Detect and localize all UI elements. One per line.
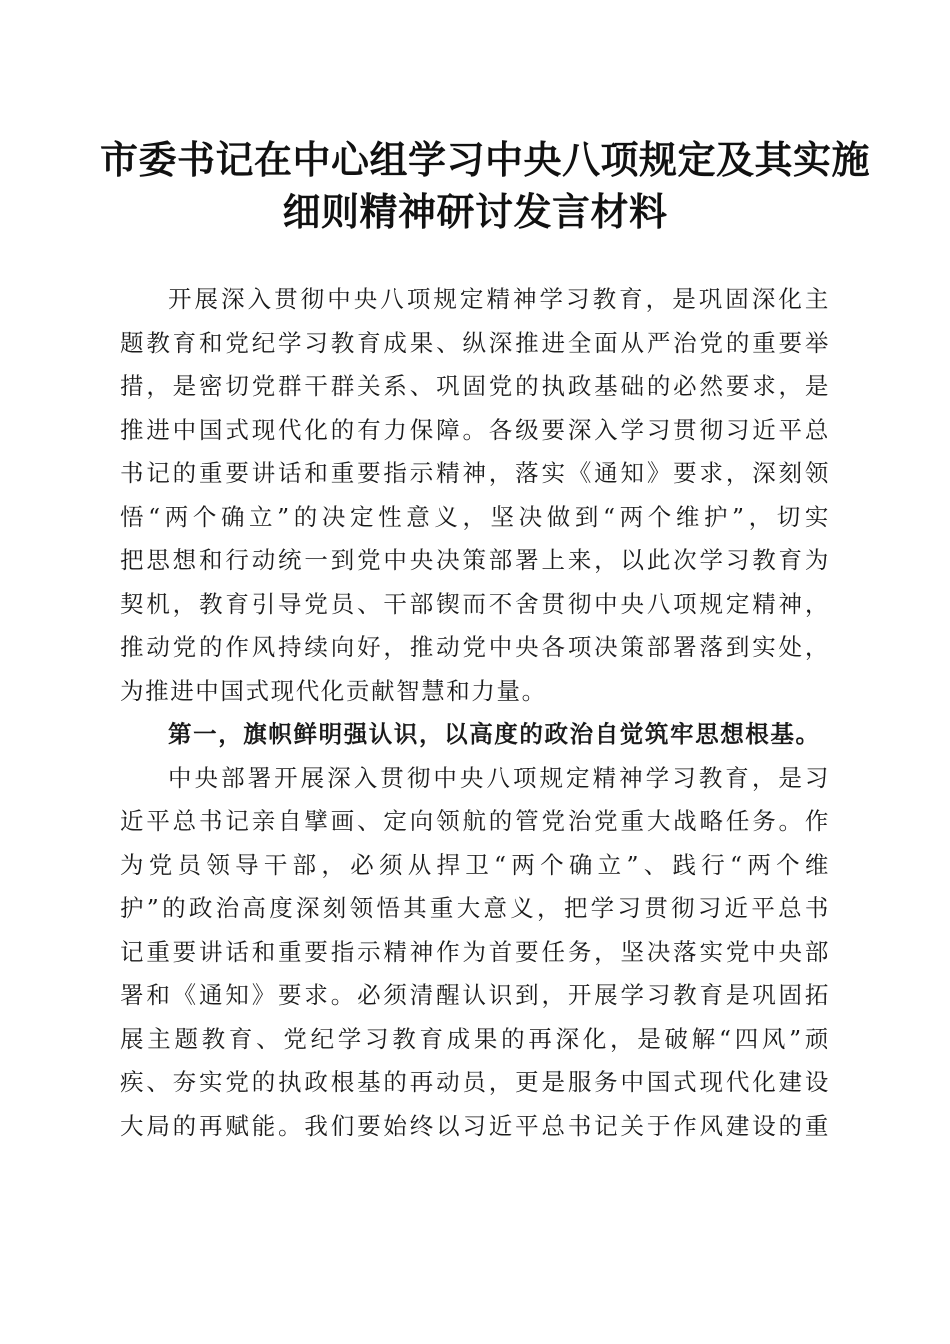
- document-body: [120, 278, 830, 1148]
- body-text-line: 疾、夯实党的执政根基的再动员，更是服务中国式现代化建设: [120, 1068, 830, 1096]
- body-text-line: 题教育和党纪学习教育成果、纵深推进全面从严治党的重要举: [120, 328, 830, 357]
- title-line-2: 细则精神研讨发言材料: [282, 189, 668, 234]
- body-text-line: 书记的重要讲话和重要指示精神，落实《通知》要求，深刻领: [120, 459, 830, 487]
- title-line-1: 市委书记在中心组学习中央八项规定及其实施: [100, 137, 871, 182]
- body-text-line: 展主题教育、党纪学习教育成果的再深化，是破解“四风”顽: [120, 1024, 830, 1053]
- body-text-line: 契机，教育引导党员、干部锲而不舍贯彻中央八项规定精神，: [120, 589, 830, 618]
- body-text-line: 署和《通知》要求。必须清醒认识到，开展学习教育是巩固拓: [120, 981, 830, 1009]
- body-text-line: 推动党的作风持续向好，推动党中央各项决策部署落到实处，: [120, 633, 830, 661]
- body-text-line: 把思想和行动统一到党中央决策部署上来，以此次学习教育为: [120, 546, 830, 574]
- section-heading-line: 第一，旗帜鲜明强认识，以高度的政治自觉筑牢思想根基。: [168, 720, 821, 748]
- body-text-line: 大局的再赋能。我们要始终以习近平总书记关于作风建设的重: [120, 1111, 830, 1140]
- document-title: [100, 134, 871, 238]
- body-text-line: 为推进中国式现代化贡献智慧和力量。: [120, 676, 547, 705]
- body-text-line: 近平总书记亲自擘画、定向领航的管党治党重大战略任务。作: [120, 807, 830, 835]
- body-text-line: 措，是密切党群干群关系、巩固党的执政基础的必然要求，是: [120, 372, 830, 400]
- body-text-line: 悟“两个确立”的决定性意义，坚决做到“两个维护”，切实: [120, 502, 830, 531]
- body-text-line: 推进中国式现代化的有力保障。各级要深入学习贯彻习近平总: [120, 415, 830, 444]
- body-text-line: 开展深入贯彻中央八项规定精神学习教育，是巩固深化主: [168, 285, 830, 313]
- body-text-line: 中央部署开展深入贯彻中央八项规定精神学习教育，是习: [168, 763, 830, 792]
- body-text-line: 为党员领导干部，必须从捍卫“两个确立”、践行“两个维: [120, 850, 830, 879]
- body-text-line: 记重要讲话和重要指示精神作为首要任务，坚决落实党中央部: [120, 937, 830, 966]
- body-text-line: 护”的政治高度深刻领悟其重大意义，把学习贯彻习近平总书: [120, 894, 830, 922]
